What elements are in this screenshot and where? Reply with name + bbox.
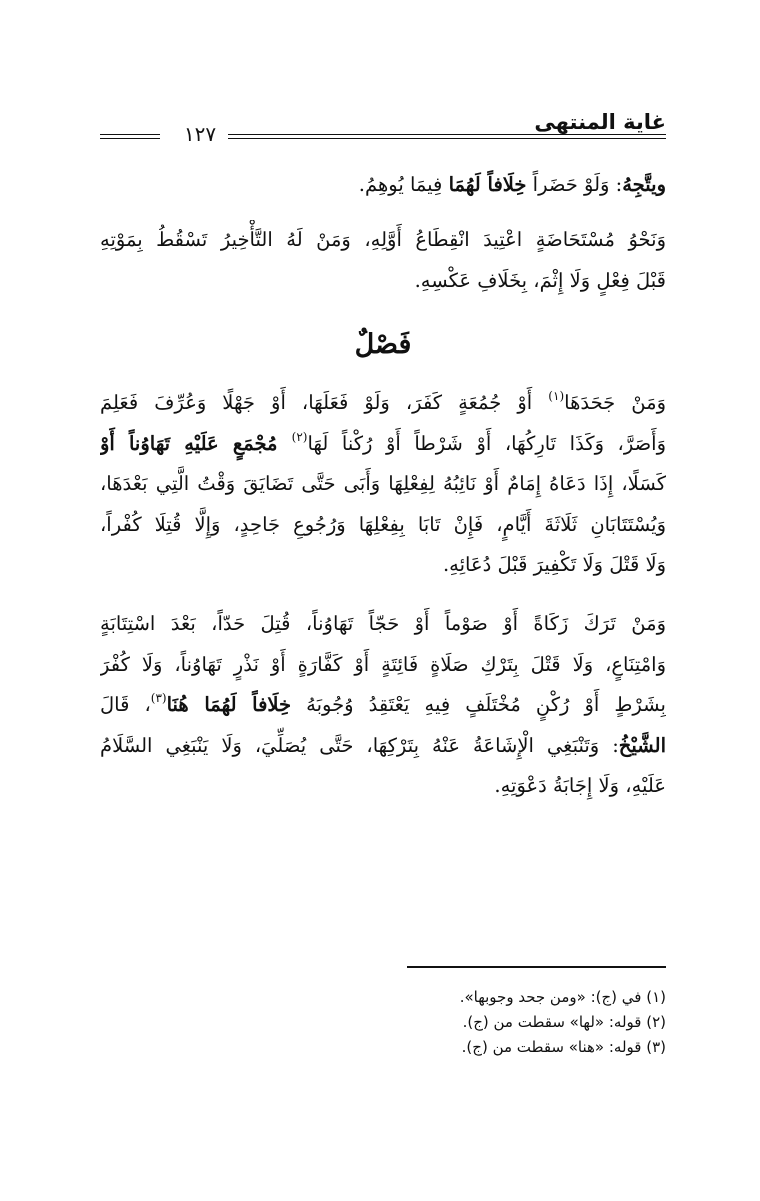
term-yattajih: ويتَّجِهُ [622, 173, 666, 196]
paragraph-1 [100, 383, 666, 586]
para1-line1-a: وَمَنْ جَحَدَهَا [564, 391, 666, 414]
para2-line3-b: ، قَالَ [100, 693, 151, 717]
header-rule-right [220, 134, 666, 139]
footnote-ref-2: (٢) [291, 429, 308, 444]
para2-line-3 [100, 685, 666, 726]
footnote-1: (١) في (ج): «ومن جحد وجوبها». [459, 988, 666, 1006]
para2-line-1: وَمَنْ تَرَكَ زَكَاةً أَوْ صَوْماً أَوْ حَجّاً تَهَاوُناً، قُتِلَ حَدّاً، بَعْدَ اسْتِتَابَةٍ [100, 612, 666, 635]
footnote-3: (٣) قوله: «هنا» سقطت من (ج). [461, 1038, 666, 1056]
para1-line-5: وَلَا قَتْلَ وَلَا تَكْفِيرَ قَبْلَ دُعَائِهِ. [442, 553, 666, 577]
para1-line2-a: وَأَصَرَّ، وَكَذَا تَارِكُهَا، أَوْ شَرْطاً أَوْ رُكْناً لَهَا [307, 431, 666, 455]
intro-para-line-2: قَبْلَ فِعْلٍ وَلَا إِثْمَ، بِخَلَافِ عَكْسِهِ. [414, 268, 666, 292]
para1-line-4: وَيُسْتَتَابَانِ ثَلَاثَةَ أَيَّامٍ، فَإِنْ تَابَا بِفِعْلِهَا وَرُجُوعِ جَاحِدٍ، وَإِلَّا قُتِلَا كُفْراً، [100, 512, 666, 536]
para1-line2-b: مُجْمَعٍ عَلَيْهِ تَهَاوُناً أَوْ [100, 431, 292, 455]
section-heading: فَصْلٌ [354, 329, 412, 360]
intro-paragraph [100, 220, 666, 301]
page-number: ١٢٧ [172, 122, 228, 146]
term-shaykh: الشَّيْخُ [618, 733, 666, 757]
para2-line-5: عَلَيْهِ، وَلَا إِجَابَةُ دَعْوَتِهِ. [494, 774, 666, 798]
term-khilafan: خِلَافاً لَهُمَا [448, 173, 527, 196]
para2-line3-a: بِشَرْطٍ أَوْ رُكْنٍ مُخْتَلَفٍ فِيهِ يَعْتَقِدُ وُجُوبَهُ [291, 693, 666, 717]
intro-line [100, 165, 666, 206]
para2-line3-bold: خِلَافاً لَهُمَا هُنَا [166, 693, 292, 717]
intro-para-line-1: وَنَحْوُ مُسْتَحَاضَةٍ اعْتِيدَ انْقِطَاعُ أَوَّلِهِ، وَمَنْ لَهُ التَّأْخِيرُ تَسْقُطُ بِمَوْتِهِ [100, 228, 666, 251]
para1-line1-b: أَوْ جُمُعَةٍ كَفَرَ، وَلَوْ فَعَلَهَا، أَوْ جَهْلًا وَعُرِّفَ فَعَلِمَ [100, 391, 549, 414]
footnote-2: (٢) قوله: «لها» سقطت من (ج). [462, 1013, 666, 1031]
footnote-ref-3: (٣) [150, 691, 167, 706]
header-rule-left [100, 134, 160, 139]
para2-line4-b: : وَتَنْبَغِي الْإِشَاعَةُ عَنْهُ بِتَرْكِهَا، حَتَّى يُصَلِّيَ، وَلَا يَنْبَغِي السَّلَامُ [100, 733, 619, 757]
para1-line-1 [100, 383, 666, 424]
para2-line-4 [100, 726, 666, 767]
running-header [100, 104, 666, 152]
footnote-separator [407, 966, 666, 968]
footnote-ref-1: (١) [548, 389, 565, 403]
footnotes [300, 985, 666, 1060]
intro-text-b: فِيمَا يُوهِمُ. [358, 173, 449, 196]
para2-line-2: وَامْتِنَاعٍ، وَلَا قَتْلَ بِتَرْكِ صَلَاةٍ فَائِتَةٍ أَوْ كَفَّارَةٍ أَوْ نَذْرٍ تَهَاوُناً، وَلَا كُفْرَ [100, 652, 666, 676]
book-title: غاية المنتهى [534, 110, 666, 134]
intro-text-a: : وَلَوْ حَضَراً [526, 173, 623, 196]
intro-line-1 [100, 165, 666, 206]
para1-line-3: كَسَلًا، إِذَا دَعَاهُ إِمَامٌ أَوْ نَائِبُهُ لِفِعْلِهَا وَأَبَى حَتَّى تَضَايَقَ وَقْتُ الَّتِي بَعْدَهَا، [100, 472, 666, 496]
para1-line-2 [100, 424, 666, 465]
paragraph-2 [100, 604, 666, 807]
